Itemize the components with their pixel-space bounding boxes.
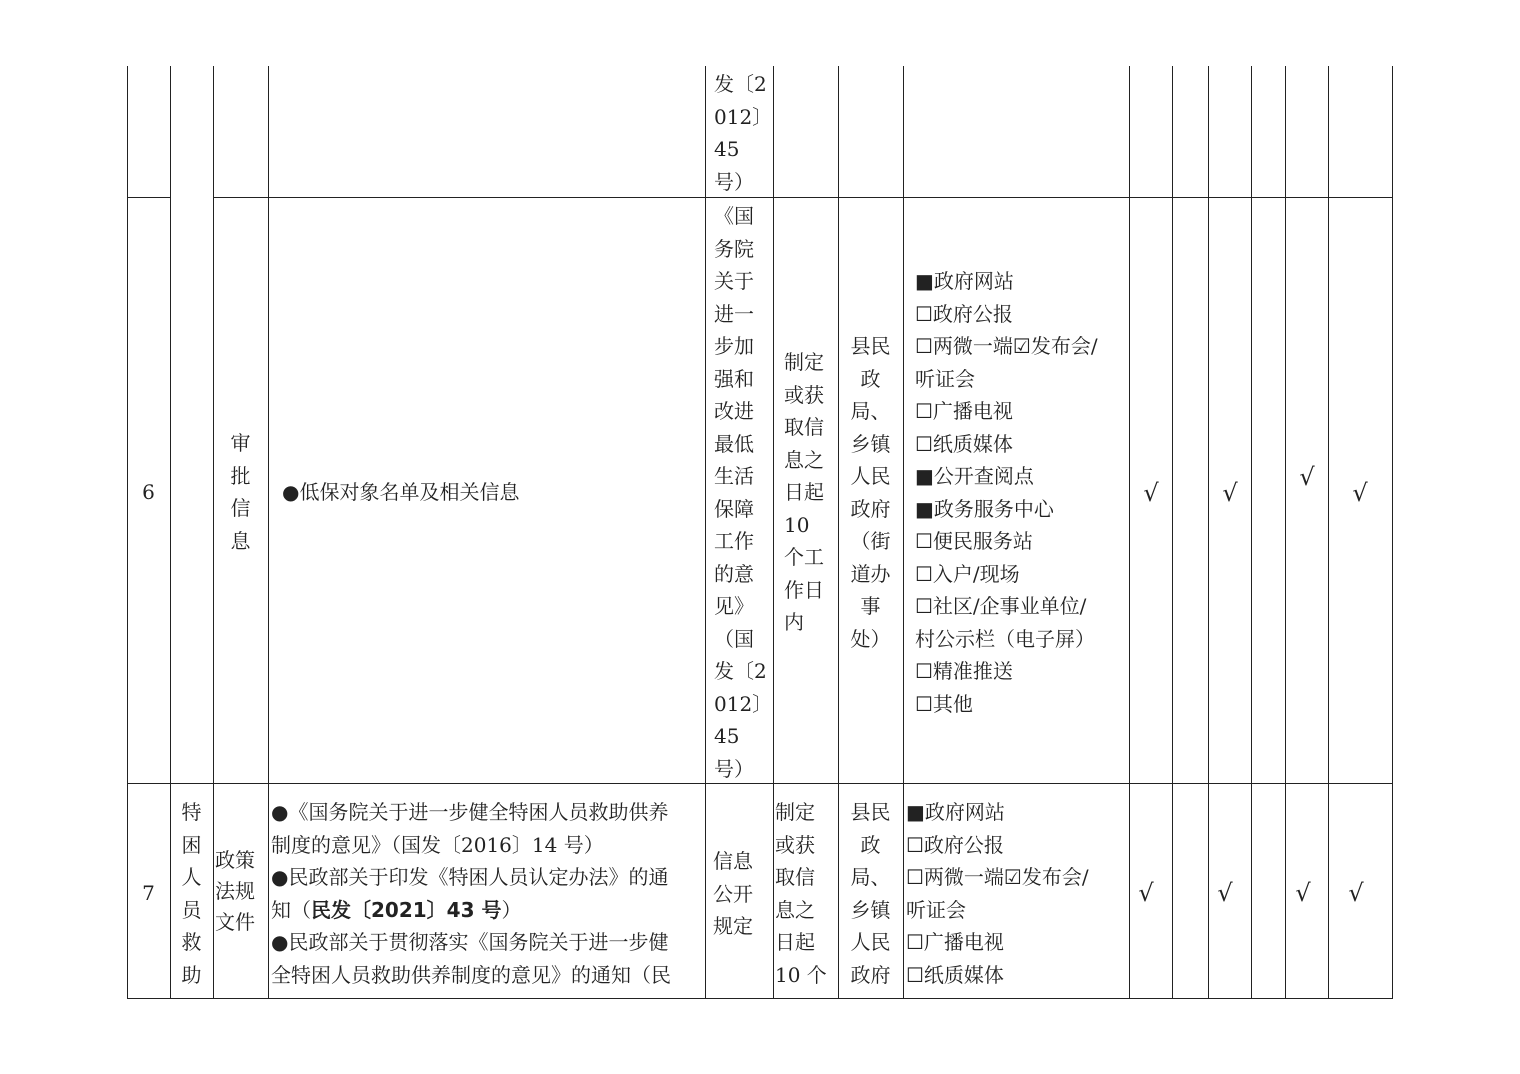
row7-subject: 县民 政 局、 乡镇 人民 政府 [850, 800, 891, 987]
basis-tail: 发〔2 012〕 45 号） [714, 72, 773, 194]
grid-line [127, 998, 1393, 999]
row7-check-mark: √ [1217, 879, 1233, 907]
row6-basis: 《国 务院 关于 进一 步加 强和 改进 最低 生活 保障 工作 的意 见》 （国 发〔2 012〕 45 号） [714, 204, 773, 781]
grid-line [773, 66, 774, 999]
grid-line [213, 197, 1393, 198]
grid-line [705, 66, 706, 999]
grid-line [127, 66, 128, 999]
row6-time-limit: 制定 或获 取信 息之 日起 10 个工 作日 内 [784, 350, 824, 634]
row6-channels: ■政府网站 ☐政府公报 ☐两微一端☑发布会/ 听证会 ☐广播电视 ☐纸质媒体 ■公开查阅点 ■政务服务中心 ☐便民服务站 ☐入户/现场 ☐社区/企事业单位/ 村公示栏（电子屏） ☐精准推送 ☐其他 [915, 269, 1098, 716]
grid-line [127, 197, 170, 198]
row7-check-mark: √ [1295, 879, 1311, 907]
row7-basis: 信息 公开 规定 [713, 849, 753, 938]
grid-line [1129, 66, 1130, 999]
grid-line [1208, 66, 1209, 999]
row6-subject: 县民 政 局、 乡镇 人民 政府 （街 道办 事 处） [850, 334, 891, 651]
row7-number: 7 [142, 881, 155, 905]
row6-check-mark: √ [1222, 479, 1238, 507]
row6-number: 6 [142, 480, 155, 504]
row6-check-mark: √ [1352, 479, 1368, 507]
grid-line [1172, 66, 1173, 999]
row6-check-mark: √ [1143, 479, 1159, 507]
grid-line [1392, 66, 1393, 999]
document-number: 民发〔2021〕43 号 [311, 897, 502, 922]
row7-sub-category: 政策 法规 文件 [215, 848, 255, 934]
grid-line [903, 66, 904, 999]
row7-category: 特 困 人 员 救 助 [181, 800, 202, 987]
row7-time-limit: 制定 或获 取信 息之 日起 10 个 [775, 800, 827, 987]
row7-check-mark: √ [1138, 879, 1154, 907]
row6-check-mark: √ [1299, 463, 1315, 491]
row7-check-mark: √ [1348, 879, 1364, 907]
row7-content: ●《国务院关于进一步健全特困人员救助供养 制度的意见》（国发〔2016〕14 号） ●民政部关于印发《特困人员认定办法》的通 知（民发〔2021〕43 号） ●民政部关于贯彻落实《国务院关于进一步健 全特困人员救助供养制度的意见》的通知（民 [271, 800, 671, 987]
grid-line [1328, 66, 1329, 999]
row7-channels: ■政府网站 ☐政府公报 ☐两微一端☑发布会/ 听证会 ☐广播电视 ☐纸质媒体 [906, 800, 1089, 987]
grid-line [268, 66, 269, 999]
row6-sub-category: 审 批 信 息 [230, 431, 251, 553]
row6-content: ●低保对象名单及相关信息 [282, 480, 520, 504]
grid-line [1285, 66, 1286, 999]
grid-line [1251, 66, 1252, 999]
